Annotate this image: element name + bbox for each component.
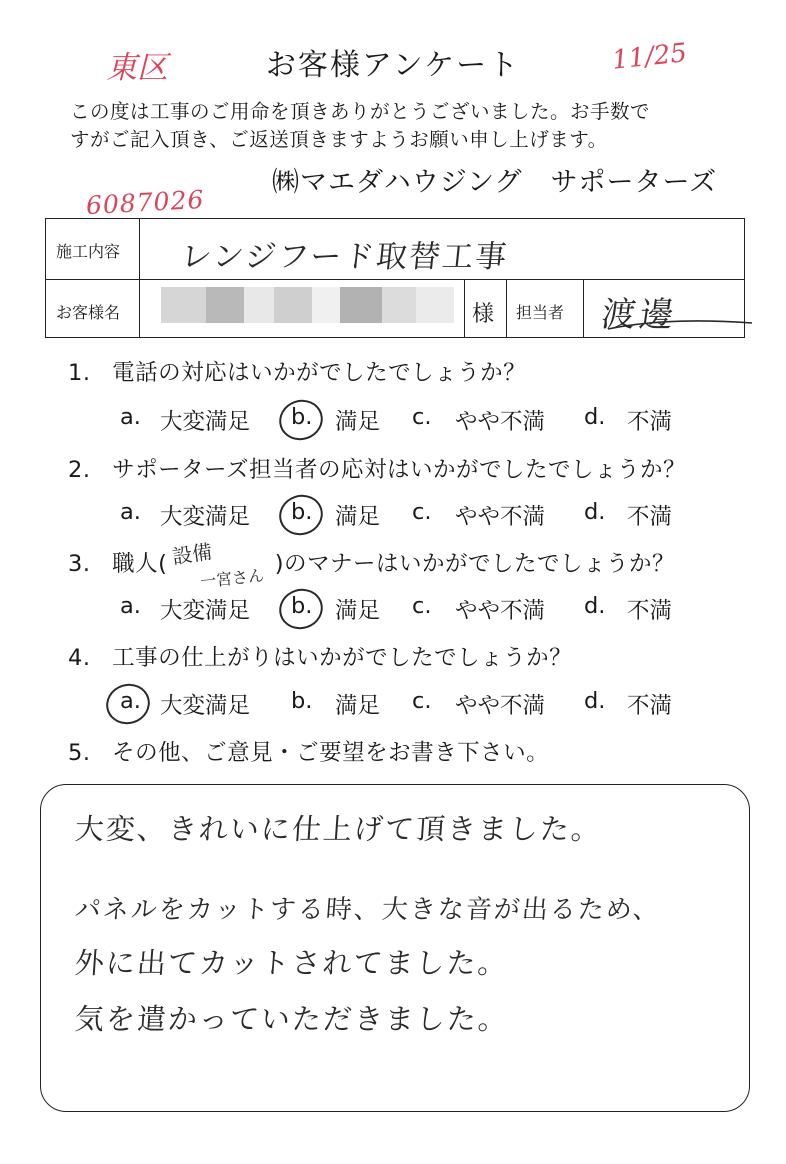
survey-title: お客様アンケート — [265, 48, 521, 83]
option-b-letter[interactable]: b. — [291, 499, 313, 525]
option-b-text: 満足 — [335, 409, 381, 435]
comment-line-2: パネルをカットする時、大きな音が出るため、 — [73, 895, 662, 925]
option-a-text: 大変満足 — [160, 598, 251, 624]
honorific: 様 — [472, 302, 495, 327]
option-b-letter[interactable]: b. — [291, 404, 313, 430]
signature-underline — [606, 315, 756, 335]
question-number: 4. — [68, 645, 91, 671]
option-c-text: やや不満 — [455, 504, 546, 530]
comment-line-3: 外に出てカットされてました。 — [73, 946, 510, 980]
option-b-letter[interactable]: b. — [291, 688, 313, 714]
craftsman-note-1: 設備 — [170, 539, 214, 569]
intro-line-2: すがご記入頂き、ご返送頂きますようお願い申し上げます。 — [70, 128, 608, 151]
option-b-text: 満足 — [335, 504, 381, 530]
option-c-text: やや不満 — [455, 598, 546, 624]
question-text-before: 職人( — [112, 551, 168, 577]
table-divider — [46, 279, 744, 280]
selected-answer-circle — [274, 394, 328, 446]
selected-answer-circle — [101, 678, 155, 730]
question-1-options — [0, 404, 786, 434]
question-text-after: )のマナーはいかがでしたでしょうか？ — [274, 551, 675, 577]
option-c-letter[interactable]: c. — [412, 404, 432, 430]
question-2 — [68, 452, 686, 484]
option-a-text: 大変満足 — [160, 504, 251, 530]
option-a-letter[interactable]: a. — [120, 404, 141, 430]
option-c-letter[interactable]: c. — [412, 499, 432, 525]
question-1 — [68, 355, 526, 387]
ward-annotation: 東区 — [106, 50, 168, 86]
option-d-text: 不満 — [627, 598, 673, 624]
staff-value: 渡邊 — [598, 295, 681, 335]
date-annotation: 11/25 — [610, 38, 689, 76]
table-column-divider — [506, 279, 507, 337]
option-d-letter[interactable]: d. — [584, 499, 606, 525]
question-3 — [68, 546, 675, 578]
question-text: その他、ご意見・ご要望をお書き下さい。 — [112, 740, 550, 766]
selected-answer-circle — [274, 489, 328, 541]
option-a-letter[interactable]: a. — [120, 688, 141, 714]
option-d-letter[interactable]: d. — [584, 688, 606, 714]
redacted-customer-name — [161, 287, 451, 323]
comment-line-1: 大変、きれいに仕上げて頂きました。 — [73, 812, 604, 846]
customer-info-table — [45, 218, 745, 338]
question-text: サポーターズ担当者の応対はいかがでしたでしょうか？ — [112, 457, 687, 483]
question-number: 2. — [68, 457, 91, 483]
option-c-text: やや不満 — [455, 409, 546, 435]
option-a-text: 大変満足 — [160, 693, 251, 719]
option-d-text: 不満 — [627, 504, 673, 530]
intro-line-1: この度は工事のご用命を頂きありがとうございました。お手数で — [70, 100, 651, 123]
work-content-label: 施工内容 — [56, 242, 121, 261]
record-id-annotation: 6087026 — [85, 184, 206, 221]
comment-box[interactable] — [40, 784, 750, 1112]
question-4 — [68, 640, 572, 672]
company-name: ㈱マエダハウジング サポーターズ — [272, 167, 718, 198]
craftsman-note-2: 一宮さん — [199, 565, 265, 592]
option-b-text: 満足 — [335, 693, 381, 719]
option-c-letter[interactable]: c. — [412, 688, 432, 714]
table-column-divider — [464, 279, 465, 337]
table-column-divider — [583, 279, 584, 337]
question-number: 5. — [68, 740, 91, 766]
option-d-text: 不満 — [627, 409, 673, 435]
comment-line-4: 気を遣かっていただきました。 — [73, 1002, 511, 1036]
question-number: 1. — [68, 360, 91, 386]
question-3-options — [0, 593, 786, 623]
option-c-text: やや不満 — [455, 693, 546, 719]
option-a-letter[interactable]: a. — [120, 593, 141, 619]
option-a-letter[interactable]: a. — [120, 499, 141, 525]
staff-label: 担当者 — [516, 303, 565, 322]
question-text: 工事の仕上がりはいかがでしたでしょうか？ — [112, 645, 573, 671]
option-d-text: 不満 — [627, 693, 673, 719]
option-c-letter[interactable]: c. — [412, 593, 432, 619]
option-b-text: 満足 — [335, 598, 381, 624]
customer-name-label: お客様名 — [56, 303, 121, 322]
selected-answer-circle — [274, 583, 328, 635]
question-2-options — [0, 499, 786, 529]
question-number: 3. — [68, 551, 91, 577]
work-content-value: レンジフード取替工事 — [178, 239, 511, 275]
option-b-letter[interactable]: b. — [291, 593, 313, 619]
question-5 — [68, 735, 549, 767]
question-text: 電話の対応はいかがでしたでしょうか？ — [112, 360, 527, 386]
table-column-divider — [139, 219, 140, 337]
option-d-letter[interactable]: d. — [584, 404, 606, 430]
option-a-text: 大変満足 — [160, 409, 251, 435]
question-4-options — [0, 688, 786, 718]
option-d-letter[interactable]: d. — [584, 593, 606, 619]
